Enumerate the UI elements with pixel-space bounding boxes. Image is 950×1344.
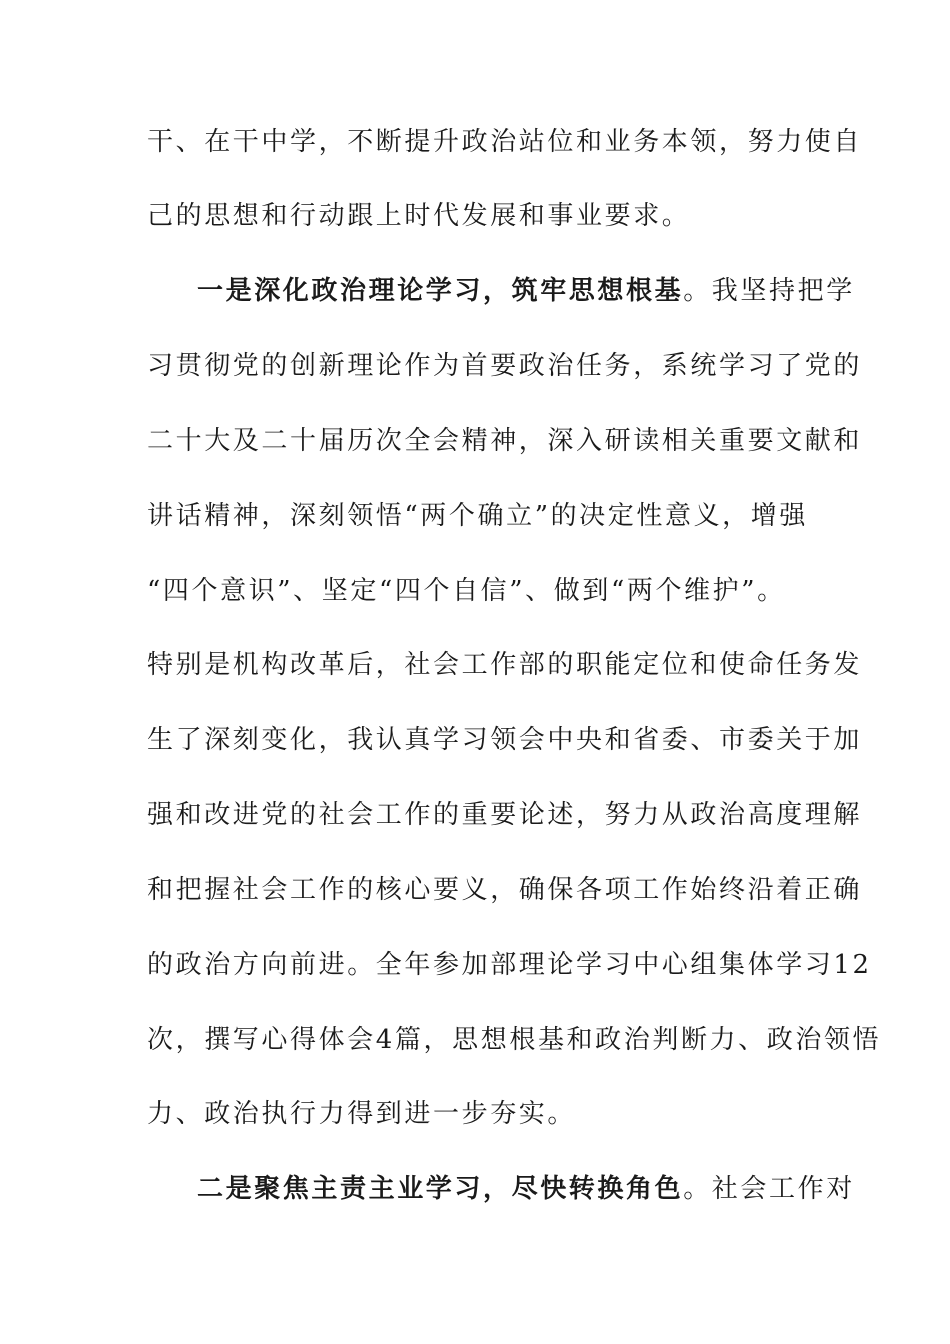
paragraph-first-line: [197, 1169, 877, 1209]
text-line: 二十大及二十届历次全会精神，深入研读相关重要文献和: [147, 426, 863, 456]
text-line: 强和改进党的社会工作的重要论述，努力从政治高度理解: [147, 800, 863, 830]
paragraph-heading: 一是深化政治理论学习，筑牢思想根基: [197, 276, 684, 306]
paragraph-text: 。社会工作对: [683, 1174, 855, 1204]
paragraph-heading: 二是聚焦主责主业学习，尽快转换角色: [197, 1174, 684, 1204]
text-line: 和把握社会工作的核心要义，确保各项工作始终沿着正确: [147, 875, 863, 905]
text-line: 己的思想和行动跟上时代发展和事业要求。: [147, 201, 691, 231]
text-line: “四个意识”、坚定“四个自信”、做到“两个维护”。: [147, 576, 786, 606]
paragraph-text: 。我坚持把学: [683, 276, 855, 306]
text-line: 次，撰写心得体会4篇，思想根基和政治判断力、政治领悟: [147, 1025, 882, 1055]
text-line: 特别是机构改革后，社会工作部的职能定位和使命任务发: [147, 650, 863, 680]
text-line: 习贯彻党的创新理论作为首要政治任务，系统学习了党的: [147, 351, 863, 381]
paragraph-first-line: [197, 271, 877, 311]
text-line: 力、政治执行力得到进一步夯实。: [147, 1099, 577, 1129]
text-line: 的政治方向前进。全年参加部理论学习中心组集体学习12: [147, 950, 872, 980]
text-line: 生了深刻变化，我认真学习领会中央和省委、市委关于加: [147, 725, 863, 755]
text-line: 干、在干中学，不断提升政治站位和业务本领，努力使自: [147, 127, 863, 157]
text-line: 讲话精神，深刻领悟“两个确立”的决定性意义，增强: [147, 501, 808, 531]
